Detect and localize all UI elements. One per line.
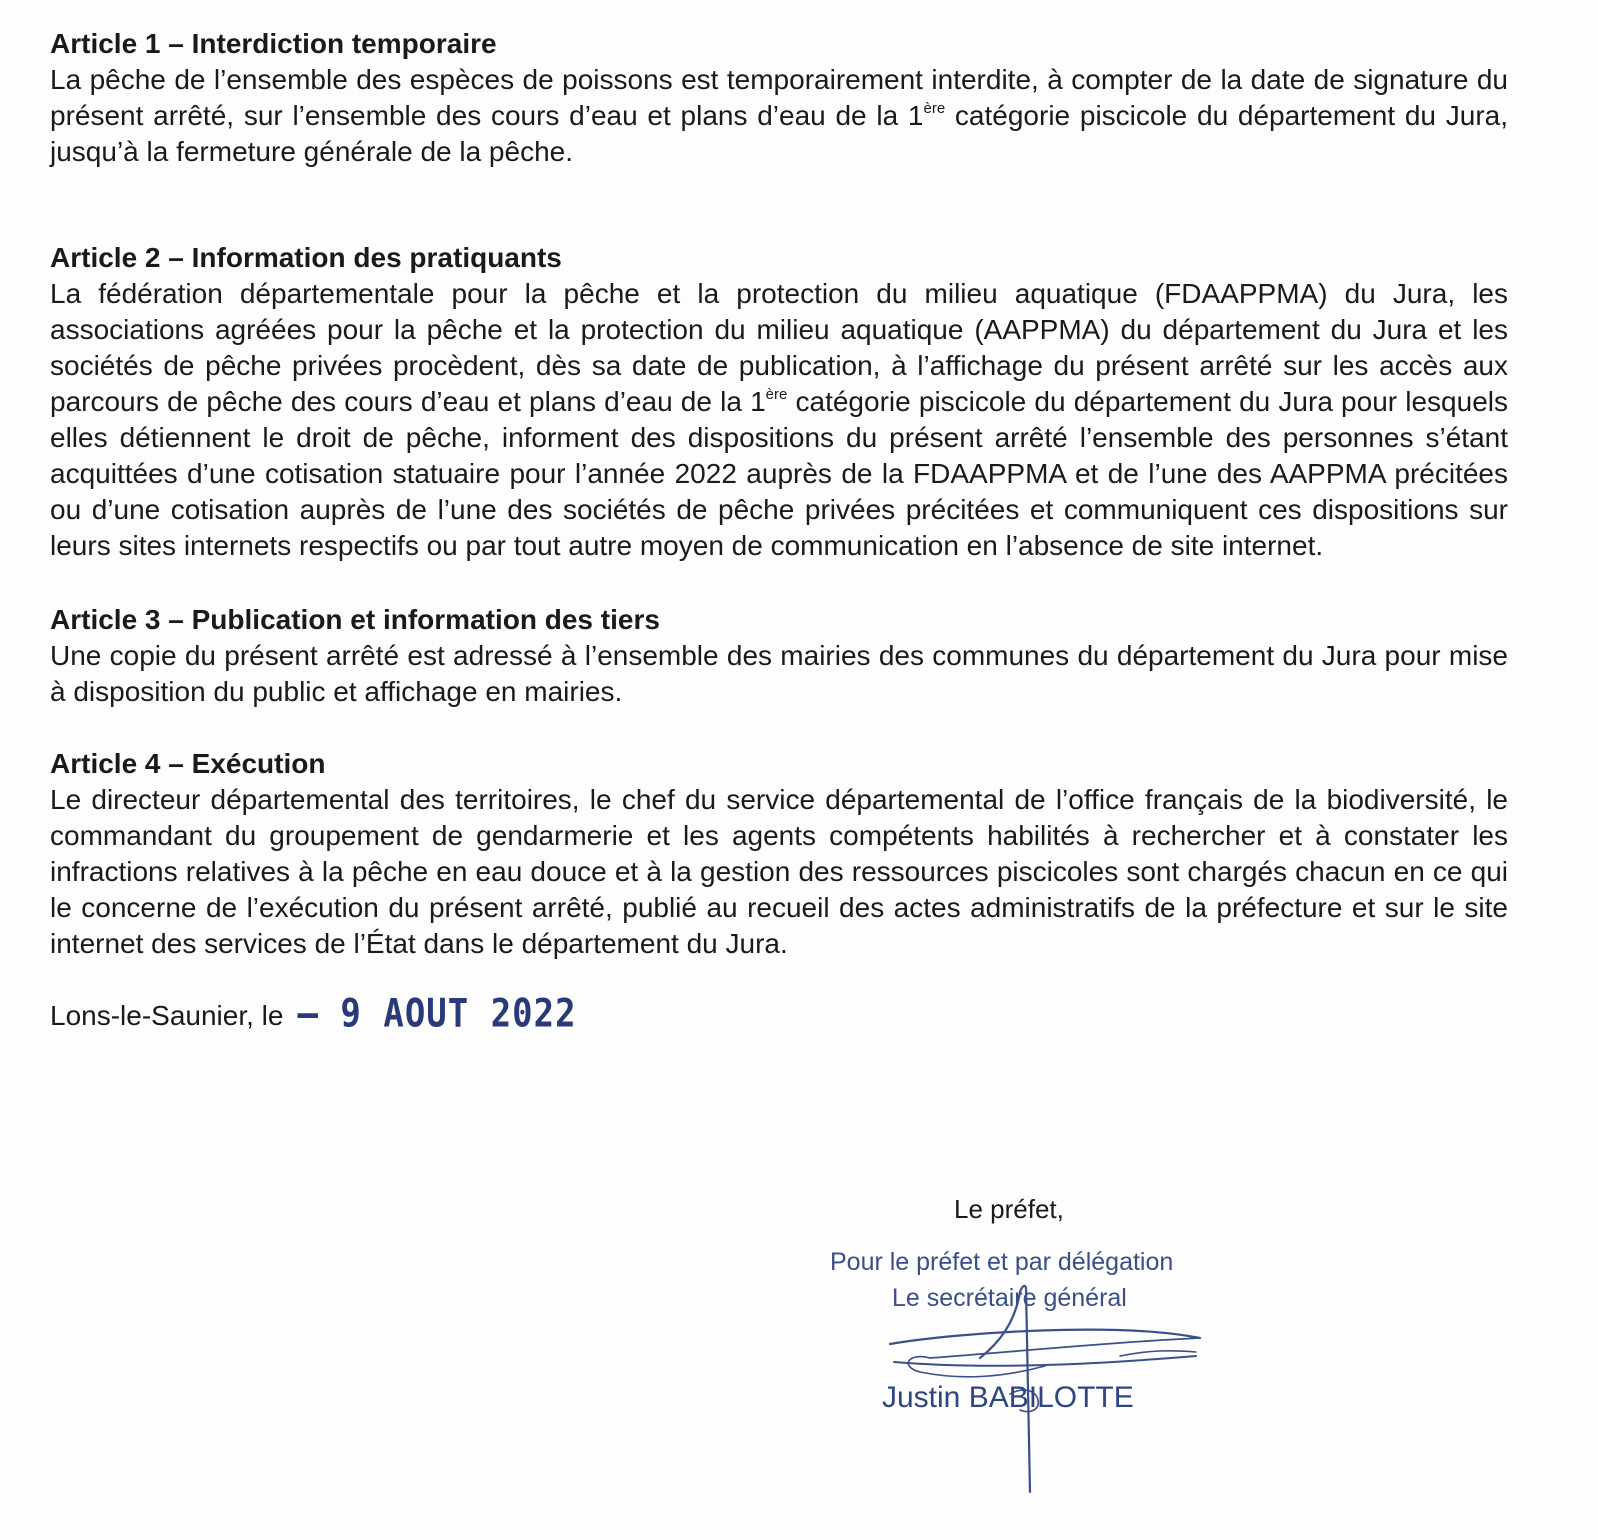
place-date-line	[50, 991, 1508, 1037]
article-3-body: Une copie du présent arrêté est adressé à l’ensemble des mairies des communes du département du Jura pour mise à disposition du public et affichage en mairies.	[50, 640, 1508, 707]
article-3	[50, 602, 1508, 710]
article-1-title: Article 1 – Interdiction temporaire	[50, 28, 497, 59]
place-label: Lons-le-Saunier, le	[50, 1000, 284, 1031]
article-2-text-b: catégorie piscicole du département du Jura pour lesquels elles détiennent le droit de pêche, informent des dispositions du présent arrêté l’ensemble des personnes s’étant acquittées d’une cotisation statuaire pour l’année 2022 auprès de la FDAAPPMA et de l’une des AAPPMA précitées ou d’une cotisation auprès de l’une des sociétés de pêche privées précitées et communiquent ces dispositions sur leurs sites internets respectifs ou par tout autre moyen de communication en l’absence de site internet.	[50, 386, 1508, 561]
role-stamp: Le secrétaire général	[892, 1284, 1127, 1312]
prefect-title: Le préfet,	[954, 1194, 1064, 1224]
article-4-body: Le directeur départemental des territoires, le chef du service départemental de l’office français de la biodiversité, le commandant du groupement de gendarmerie et les agents compétents habilités à rechercher et à constater les infractions relatives à la pêche en eau douce et à la gestion des ressources piscicoles sont chargés chacun en ce qui le concerne de l’exécution du présent arrêté, publié au recueil des actes administratifs de la préfecture et sur le site internet des services de l’État dans le département du Jura.	[50, 784, 1508, 959]
signatory-name: Justin BABILOTTE	[882, 1381, 1134, 1414]
date-stamp: – 9 AOUT 2022	[297, 991, 577, 1037]
article-1-body	[50, 62, 1508, 170]
article-1-text-b: catégorie piscicole du département du Jura, jusqu’à la fermeture générale de la pêche.	[50, 100, 1509, 167]
article-1-text-a: La pêche de l’ensemble des espèces de poissons est temporairement interdite, à compter de la date de signature du présent arrêté, sur l’ensemble des cours d’eau et plans d’eau de la 1	[50, 64, 1508, 131]
article-2-title: Article 2 – Information des pratiquants	[50, 242, 562, 273]
decree-page	[50, 26, 1509, 1037]
article-2-body	[50, 276, 1508, 564]
delegation-stamp: Pour le préfet et par délégation	[830, 1248, 1174, 1276]
article-4-title: Article 4 – Exécution	[50, 748, 326, 779]
article-2-text-a: La fédération départementale pour la pêche et la protection du milieu aquatique (FDAAPPMA) du Jura, les associations agréées pour la pêche et la protection du milieu aquatique (AAPPMA) du département du Jura et les sociétés de pêche privées procèdent, dès sa date de publication, à l’affichage du présent arrêté sur les accès aux parcours de pêche des cours d’eau et plans d’eau de la 1	[50, 278, 1508, 417]
article-1-superscript: ère	[923, 100, 946, 117]
article-4	[50, 746, 1508, 962]
article-3-title: Article 3 – Publication et information des tiers	[50, 604, 660, 635]
article-2	[50, 240, 1508, 564]
article-1	[50, 26, 1508, 170]
article-2-superscript: ère	[765, 386, 788, 403]
